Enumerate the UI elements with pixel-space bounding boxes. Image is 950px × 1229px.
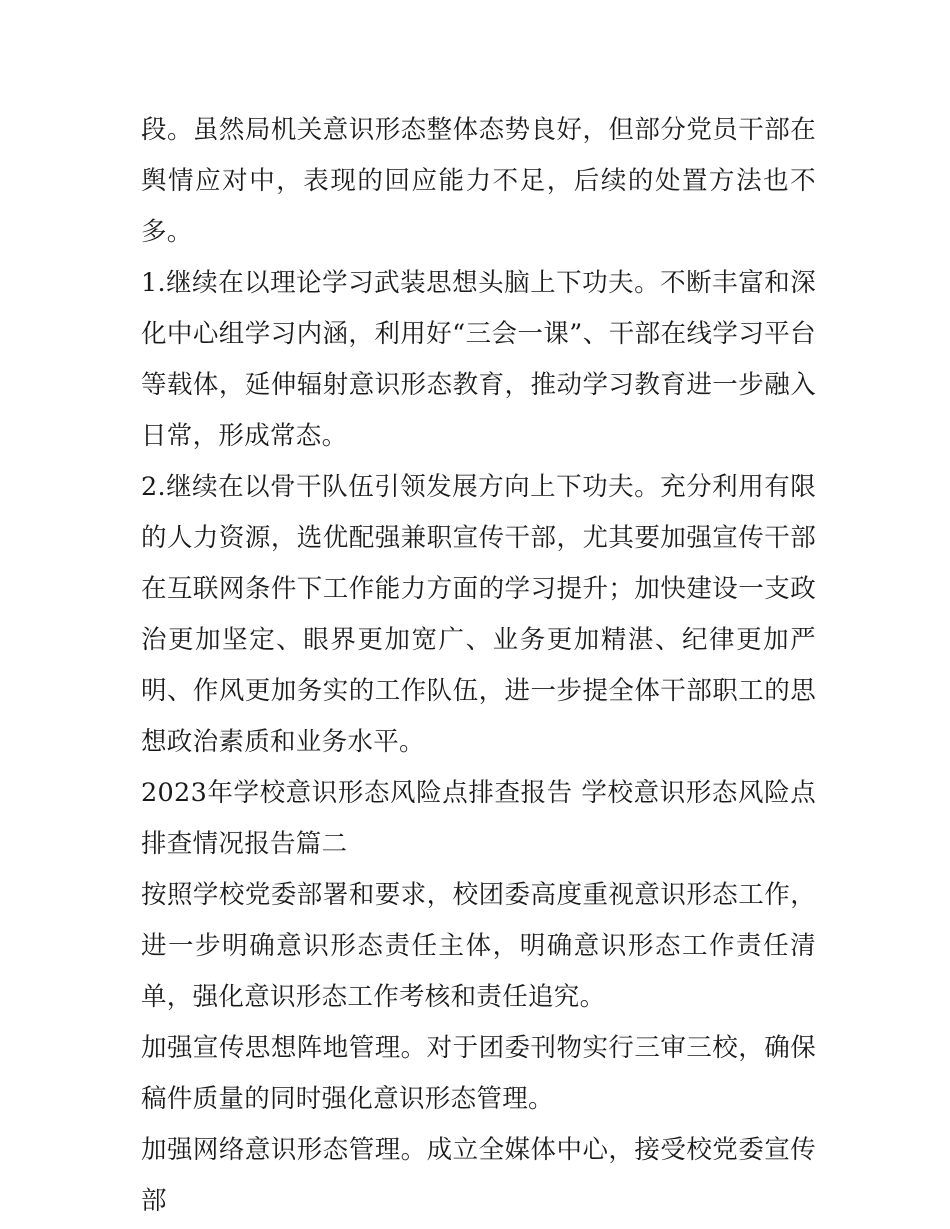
paragraph-item-2: 2.继续在以骨干队伍引领发展方向上下功夫。充分利用有限的人力资源，选优配强兼职宣传干部，尤其要加强宣传干部在互联网条件下工作能力方面的学习提升；加快建设一支政治更加坚定、眼界更加宽广、业务更加精湛、纪律更加严明、作风更加务实的工作队伍，进一步提全体干部职工的思想政治素质和业务水平。 (141, 472, 816, 757)
section-heading: 2023年学校意识形态风险点排查报告 学校意识形态风险点排查情况报告篇二 (141, 778, 816, 859)
document-body (141, 105, 816, 1227)
paragraph-intro: 按照学校党委部署和要求，校团委高度重视意识形态工作，进一步明确意识形态责任主体，明确意识形态工作责任清单，强化意识形态工作考核和责任追究。 (141, 880, 816, 1012)
paragraph-item-1: 1.继续在以理论学习武装思想头脑上下功夫。不断丰富和深化中心组学习内涵，利用好“三会一课”、干部在线学习平台等载体，延伸辐射意识形态教育，推动学习教育进一步融入日常，形成常态。 (141, 268, 816, 451)
paragraph-continuation: 段。虽然局机关意识形态整体态势良好，但部分党员干部在舆情应对中，表现的回应能力不足，后续的处置方法也不多。 (141, 115, 816, 247)
paragraph-network: 加强网络意识形态管理。成立全媒体中心，接受校党委宣传部 (141, 1135, 816, 1216)
paragraph-propaganda: 加强宣传思想阵地管理。对于团委刊物实行三审三校，确保稿件质量的同时强化意识形态管理。 (141, 1033, 816, 1114)
